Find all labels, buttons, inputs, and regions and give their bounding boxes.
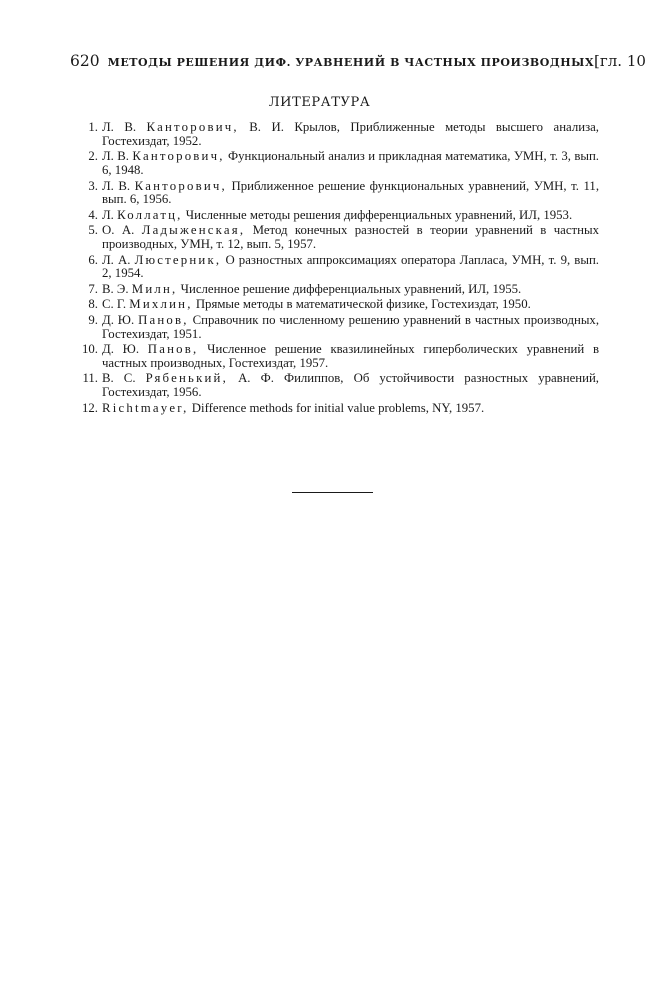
reference-text (102, 150, 599, 178)
reference-author: Панов, (147, 342, 199, 357)
reference-text (102, 298, 599, 312)
reference-details: О разностных аппроксимациях оператора Лапласа, УМН, т. 9, вып. 2, 1954. (102, 252, 599, 281)
running-head (70, 52, 646, 72)
reference-initials: Л. (102, 207, 114, 222)
reference-item (72, 298, 599, 312)
reference-text (102, 343, 599, 371)
reference-number: 4. (88, 207, 98, 222)
reference-item (72, 150, 599, 178)
reference-initials: Л. А. (102, 252, 131, 267)
reference-number: 2. (88, 149, 98, 164)
reference-author: Люстерник, (134, 252, 222, 267)
reference-number: 5. (88, 223, 98, 238)
reference-item (72, 180, 599, 208)
reference-initials: В. Э. (102, 281, 129, 296)
reference-number: 6. (88, 252, 98, 267)
reference-text (102, 314, 599, 342)
reference-author: Канторович, (146, 120, 239, 134)
section-title: ЛИТЕРАТУРА (268, 95, 371, 110)
reference-list (72, 121, 599, 417)
reference-author: Панов, (138, 312, 189, 327)
reference-number: 11. (82, 371, 98, 386)
reference-details: В. И. Крылов, Приближенные методы высшего анализа, Гостехиздат, 1952. (102, 120, 600, 148)
reference-item (72, 121, 599, 149)
reference-author: Канторович, (134, 178, 227, 193)
reference-item (72, 283, 599, 297)
reference-initials: Л. В. (102, 120, 137, 134)
reference-text (102, 372, 599, 400)
reference-number: 7. (88, 281, 98, 296)
reference-item (72, 209, 599, 223)
section-end-rule (292, 492, 373, 493)
reference-item (72, 402, 599, 416)
reference-initials: О. А. (102, 223, 135, 238)
reference-number: 1. (88, 120, 98, 134)
reference-item (72, 343, 599, 371)
reference-text (102, 224, 599, 252)
reference-initials: Л. В. (102, 149, 129, 164)
reference-initials: В. С. (102, 371, 136, 386)
chapter-ref: [гл. 10 (594, 52, 646, 70)
reference-initials: Л. В. (102, 178, 131, 193)
reference-author: Ладыженская, (141, 223, 246, 238)
reference-text (102, 121, 599, 149)
reference-details: Метод конечных разностей в теории уравнений в частных производных, УМН, т. 12, вып. 5, 1957. (102, 223, 599, 252)
reference-number: 12. (82, 400, 98, 415)
reference-details: Difference methods for initial value problems, NY, 1957. (191, 400, 485, 415)
reference-details: Приближенное решение функциональных уравнений, УМН, т. 11, вып. 6, 1956. (102, 178, 600, 207)
reference-details: Прямые методы в математической физике, Гостехиздат, 1950. (195, 297, 531, 312)
reference-author: Рябенький, (145, 371, 228, 386)
reference-text (102, 180, 599, 208)
reference-text (102, 402, 599, 416)
reference-item (72, 314, 599, 342)
reference-author: Михлин, (129, 297, 193, 312)
reference-item (72, 372, 599, 400)
reference-item (72, 254, 599, 282)
reference-author: Милн, (131, 281, 178, 296)
reference-text (102, 209, 599, 223)
reference-initials: Д. Ю. (102, 312, 135, 327)
reference-details: Функциональный анализ и прикладная математика, УМН, т. 3, вып. 6, 1948. (102, 149, 600, 178)
reference-text (102, 283, 599, 297)
reference-author: Richtmayer, (102, 400, 189, 415)
reference-author: Коллатц, (117, 207, 183, 222)
reference-initials: С. Г. (102, 297, 127, 312)
reference-number: 9. (88, 312, 98, 327)
reference-initials: Д. Ю. (102, 342, 140, 357)
page-number: 620 (70, 52, 100, 70)
reference-details: Численное решение квазилинейных гиперболических уравнений в частных производных, Гостехиздат, 1957. (102, 342, 600, 370)
reference-number: 8. (88, 297, 98, 312)
reference-item (72, 224, 599, 252)
reference-text (102, 254, 599, 282)
reference-details: Численные методы решения дифференциальных уравнений, ИЛ, 1953. (185, 207, 573, 222)
reference-number: 3. (88, 178, 98, 193)
reference-details: Численное решение дифференциальных уравнений, ИЛ, 1955. (180, 281, 522, 296)
reference-author: Канторович, (132, 149, 225, 164)
reference-number: 10. (82, 342, 98, 357)
reference-details: А. Ф. Филиппов, Об устойчивости разностных уравнений, Гостехиздат, 1956. (102, 371, 599, 400)
reference-details: Справочник по численному решению уравнений в частных производных, Гостехиздат, 1951. (102, 312, 600, 341)
chapter-title: МЕТОДЫ РЕШЕНИЯ ДИФ. УРАВНЕНИЙ В ЧАСТНЫХ ПРОИЗВОДНЫХ (107, 56, 595, 69)
